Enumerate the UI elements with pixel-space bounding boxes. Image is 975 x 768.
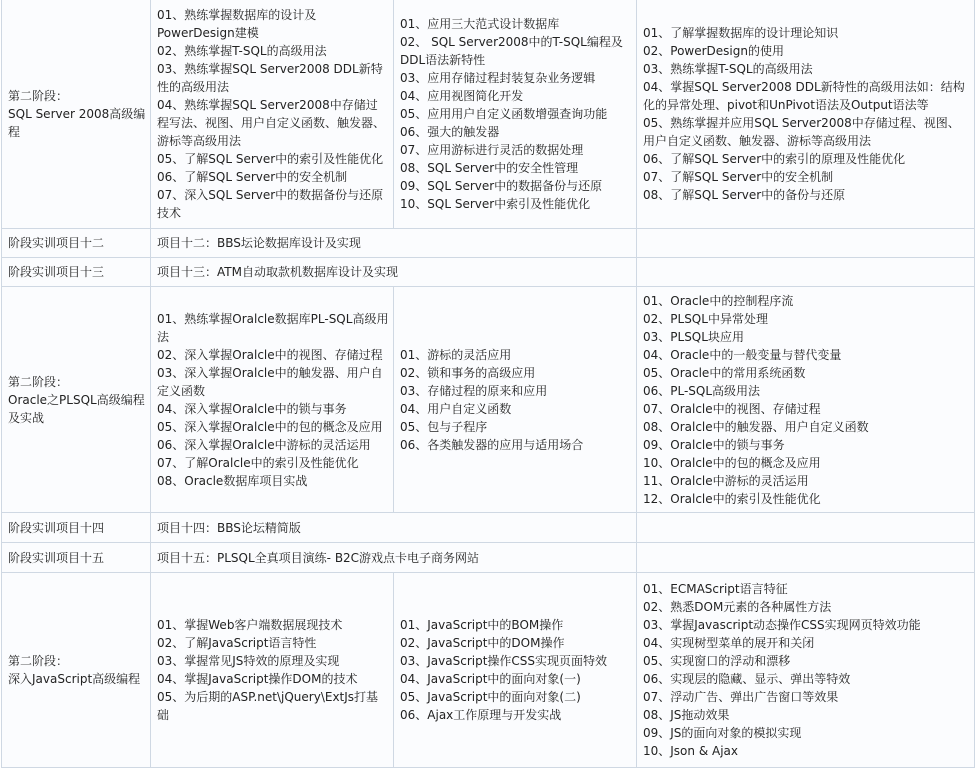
stage-label-line: Oracle之PLSQL高级编程 bbox=[8, 392, 145, 407]
project-label: 阶段实训项目十二 bbox=[2, 229, 151, 258]
list-item: 06、深入掌握Oralcle中游标的灵活运用 bbox=[157, 437, 371, 452]
topics-cell bbox=[394, 573, 637, 768]
list-item: 05、JavaScript中的面向对象(二) bbox=[400, 690, 581, 704]
list-item: 05、深入掌握Oralcle中的包的概念及应用 bbox=[157, 419, 383, 434]
list-item: 10、Oralcle中的包的概念及应用 bbox=[643, 455, 821, 470]
curriculum-table bbox=[1, 0, 975, 768]
list-item: 05、实现窗口的浮动和漂移 bbox=[643, 654, 791, 668]
list-item: 05、为后期的ASP.net\jQuery\ExtJs打基础 bbox=[157, 690, 379, 722]
stage-label-line: SQL Server 2008高级编程 bbox=[8, 107, 146, 139]
list-item: 02、PLSQL中异常处理 bbox=[643, 311, 768, 326]
list-item: 01、熟练掌握数据库的设计及PowerDesign建模 bbox=[157, 8, 317, 40]
list-item: 01、应用三大范式设计数据库 bbox=[400, 17, 560, 31]
stage-label-line: 深入JavaScript高级编程 bbox=[8, 672, 141, 686]
stage-label-line: 第二阶段： bbox=[8, 89, 69, 103]
list-item: 07、应用游标进行灵活的数据处理 bbox=[400, 143, 584, 157]
list-item: 03、熟练掌握T-SQL的高级用法 bbox=[643, 62, 813, 76]
project-title: 项目十二：BBS坛论数据库设计及实现 bbox=[151, 229, 637, 258]
list-item: 05、Oracle中的常用系统函数 bbox=[643, 365, 806, 380]
project-label: 阶段实训项目十三 bbox=[2, 258, 151, 287]
list-item: 07、了解SQL Server中的安全机制 bbox=[643, 170, 834, 184]
list-item: 02、熟悉DOM元素的各种属性方法 bbox=[643, 600, 832, 614]
stage-label bbox=[2, 0, 151, 229]
list-item: 03、JavaScript操作CSS实现页面特效 bbox=[400, 654, 608, 668]
list-item: 02、JavaScript中的DOM操作 bbox=[400, 636, 565, 650]
empty-cell bbox=[637, 543, 975, 573]
stage-label-line: 及实战 bbox=[8, 410, 45, 425]
list-item: 03、PLSQL块应用 bbox=[643, 329, 744, 344]
list-item: 04、应用视图简化开发 bbox=[400, 89, 524, 103]
topics-cell bbox=[394, 0, 637, 229]
list-item: 09、Oralcle中的锁与事务 bbox=[643, 437, 785, 452]
topics-cell bbox=[394, 287, 637, 513]
list-item: 04、深入掌握Oralcle中的锁与事务 bbox=[157, 401, 347, 416]
list-item: 03、存储过程的原来和应用 bbox=[400, 383, 548, 398]
project-title: 项目十四：BBS论坛精简版 bbox=[151, 513, 637, 543]
list-item: 02、PowerDesign的使用 bbox=[643, 44, 784, 58]
list-item: 01、了解掌握数据库的设计理论知识 bbox=[643, 26, 839, 40]
skills-cell bbox=[637, 287, 975, 513]
list-item: 03、应用存储过程封装复杂业务逻辑 bbox=[400, 71, 596, 85]
list-item: 08、了解SQL Server中的备份与还原 bbox=[643, 188, 846, 202]
list-item: 06、了解SQL Server中的安全机制 bbox=[157, 170, 348, 184]
list-item: 07、浮动广告、弹出广告窗口等效果 bbox=[643, 690, 839, 704]
list-item: 04、掌握SQL Server2008 DDL新特性的高级用法如：结构化的异常处理、pivot和UnPivot语法及Output语法等 bbox=[643, 80, 965, 112]
empty-cell bbox=[637, 258, 975, 287]
list-item: 06、各类触发器的应用与适用场合 bbox=[400, 437, 584, 452]
stage-label-line: 第二阶段： bbox=[8, 374, 69, 389]
list-item: 03、深入掌握Oralcle中的触发器、用户自定义函数 bbox=[157, 365, 383, 398]
project-label: 阶段实训项目十五 bbox=[2, 543, 151, 573]
project-row bbox=[2, 543, 975, 573]
stage-row-oracle bbox=[2, 287, 975, 513]
list-item: 06、实现层的隐藏、显示、弹出等特效 bbox=[643, 672, 851, 686]
list-item: 01、JavaScript中的BOM操作 bbox=[400, 618, 564, 632]
list-item: 04、实现树型菜单的展开和关闭 bbox=[643, 636, 815, 650]
list-item: 02、了解JavaScript语言特性 bbox=[157, 636, 317, 650]
list-item: 07、Oralcle中的视图、存储过程 bbox=[643, 401, 821, 416]
list-item: 03、熟练掌握SQL Server2008 DDL新特性的高级用法 bbox=[157, 62, 383, 94]
project-row bbox=[2, 229, 975, 258]
list-item: 02、锁和事务的高级应用 bbox=[400, 365, 536, 380]
list-item: 09、JS的面向对象的模拟实现 bbox=[643, 726, 802, 740]
list-item: 08、SQL Server中的安全性管理 bbox=[400, 161, 579, 175]
list-item: 05、包与子程序 bbox=[400, 419, 488, 434]
project-title: 项目十三：ATM自动取款机数据库设计及实现 bbox=[151, 258, 637, 287]
list-item: 08、JS拖动效果 bbox=[643, 708, 730, 722]
empty-cell bbox=[637, 513, 975, 543]
list-item: 10、Json & Ajax bbox=[643, 744, 738, 758]
list-item: 02、熟练掌握T-SQL的高级用法 bbox=[157, 44, 327, 58]
stage-label bbox=[2, 573, 151, 768]
project-title: 项目十五：PLSQL全真项目演练- B2C游戏点卡电子商务网站 bbox=[151, 543, 637, 573]
list-item: 04、用户自定义函数 bbox=[400, 401, 512, 416]
list-item: 05、了解SQL Server中的索引及性能优化 bbox=[157, 152, 384, 166]
list-item: 05、熟练掌握并应用SQL Server2008中存储过程、视图、用户自定义函数、触发器、游标等高级用法 bbox=[643, 116, 960, 148]
list-item: 04、掌握JavaScript操作DOM的技术 bbox=[157, 672, 358, 686]
list-item: 07、了解Oralcle中的索引及性能优化 bbox=[157, 455, 359, 470]
objectives-cell bbox=[151, 573, 394, 768]
list-item: 04、熟练掌握SQL Server2008中存储过程写法、视图、用户自定义函数、触发器、游标等高级用法 bbox=[157, 98, 386, 148]
list-item: 02、 SQL Server2008中的T-SQL编程及DDL语法新特性 bbox=[400, 35, 623, 67]
list-item: 01、熟练掌握Oralcle数据库PL-SQL高级用法 bbox=[157, 311, 389, 344]
list-item: 10、SQL Server中索引及性能优化 bbox=[400, 197, 591, 211]
list-item: 06、强大的触发器 bbox=[400, 125, 500, 139]
project-label: 阶段实训项目十四 bbox=[2, 513, 151, 543]
project-row bbox=[2, 513, 975, 543]
list-item: 03、掌握常见JS特效的原理及实现 bbox=[157, 654, 340, 668]
list-item: 04、JavaScript中的面向对象(一) bbox=[400, 672, 581, 686]
stage-label-line: 第二阶段： bbox=[8, 654, 69, 668]
objectives-cell bbox=[151, 287, 394, 513]
objectives-cell bbox=[151, 0, 394, 229]
list-item: 06、Ajax工作原理与开发实战 bbox=[400, 708, 562, 722]
list-item: 09、SQL Server中的数据备份与还原 bbox=[400, 179, 603, 193]
list-item: 01、ECMAScript语言特征 bbox=[643, 582, 788, 596]
skills-cell bbox=[637, 573, 975, 768]
list-item: 11、Oralcle中游标的灵活运用 bbox=[643, 473, 809, 488]
list-item: 12、Oralcle中的索引及性能优化 bbox=[643, 491, 821, 506]
list-item: 05、应用用户自定义函数增强查询功能 bbox=[400, 107, 608, 121]
list-item: 07、深入SQL Server中的数据备份与还原技术 bbox=[157, 188, 384, 220]
stage-row-sqlserver bbox=[2, 0, 975, 229]
list-item: 01、Oracle中的控制程序流 bbox=[643, 293, 794, 308]
list-item: 06、PL-SQL高级用法 bbox=[643, 383, 761, 398]
empty-cell bbox=[637, 229, 975, 258]
stage-row-javascript bbox=[2, 573, 975, 768]
list-item: 01、掌握Web客户端数据展现技术 bbox=[157, 618, 343, 632]
list-item: 03、掌握Javascript动态操作CSS实现网页特效功能 bbox=[643, 618, 921, 632]
list-item: 02、深入掌握Oralcle中的视图、存储过程 bbox=[157, 347, 383, 362]
list-item: 01、游标的灵活应用 bbox=[400, 347, 512, 362]
list-item: 06、了解SQL Server中的索引的原理及性能优化 bbox=[643, 152, 906, 166]
project-row bbox=[2, 258, 975, 287]
list-item: 08、Oracle数据库项目实战 bbox=[157, 473, 308, 488]
list-item: 04、Oracle中的一般变量与替代变量 bbox=[643, 347, 842, 362]
list-item: 08、Oralcle中的触发器、用户自定义函数 bbox=[643, 419, 869, 434]
skills-cell bbox=[637, 0, 975, 229]
stage-label bbox=[2, 287, 151, 513]
